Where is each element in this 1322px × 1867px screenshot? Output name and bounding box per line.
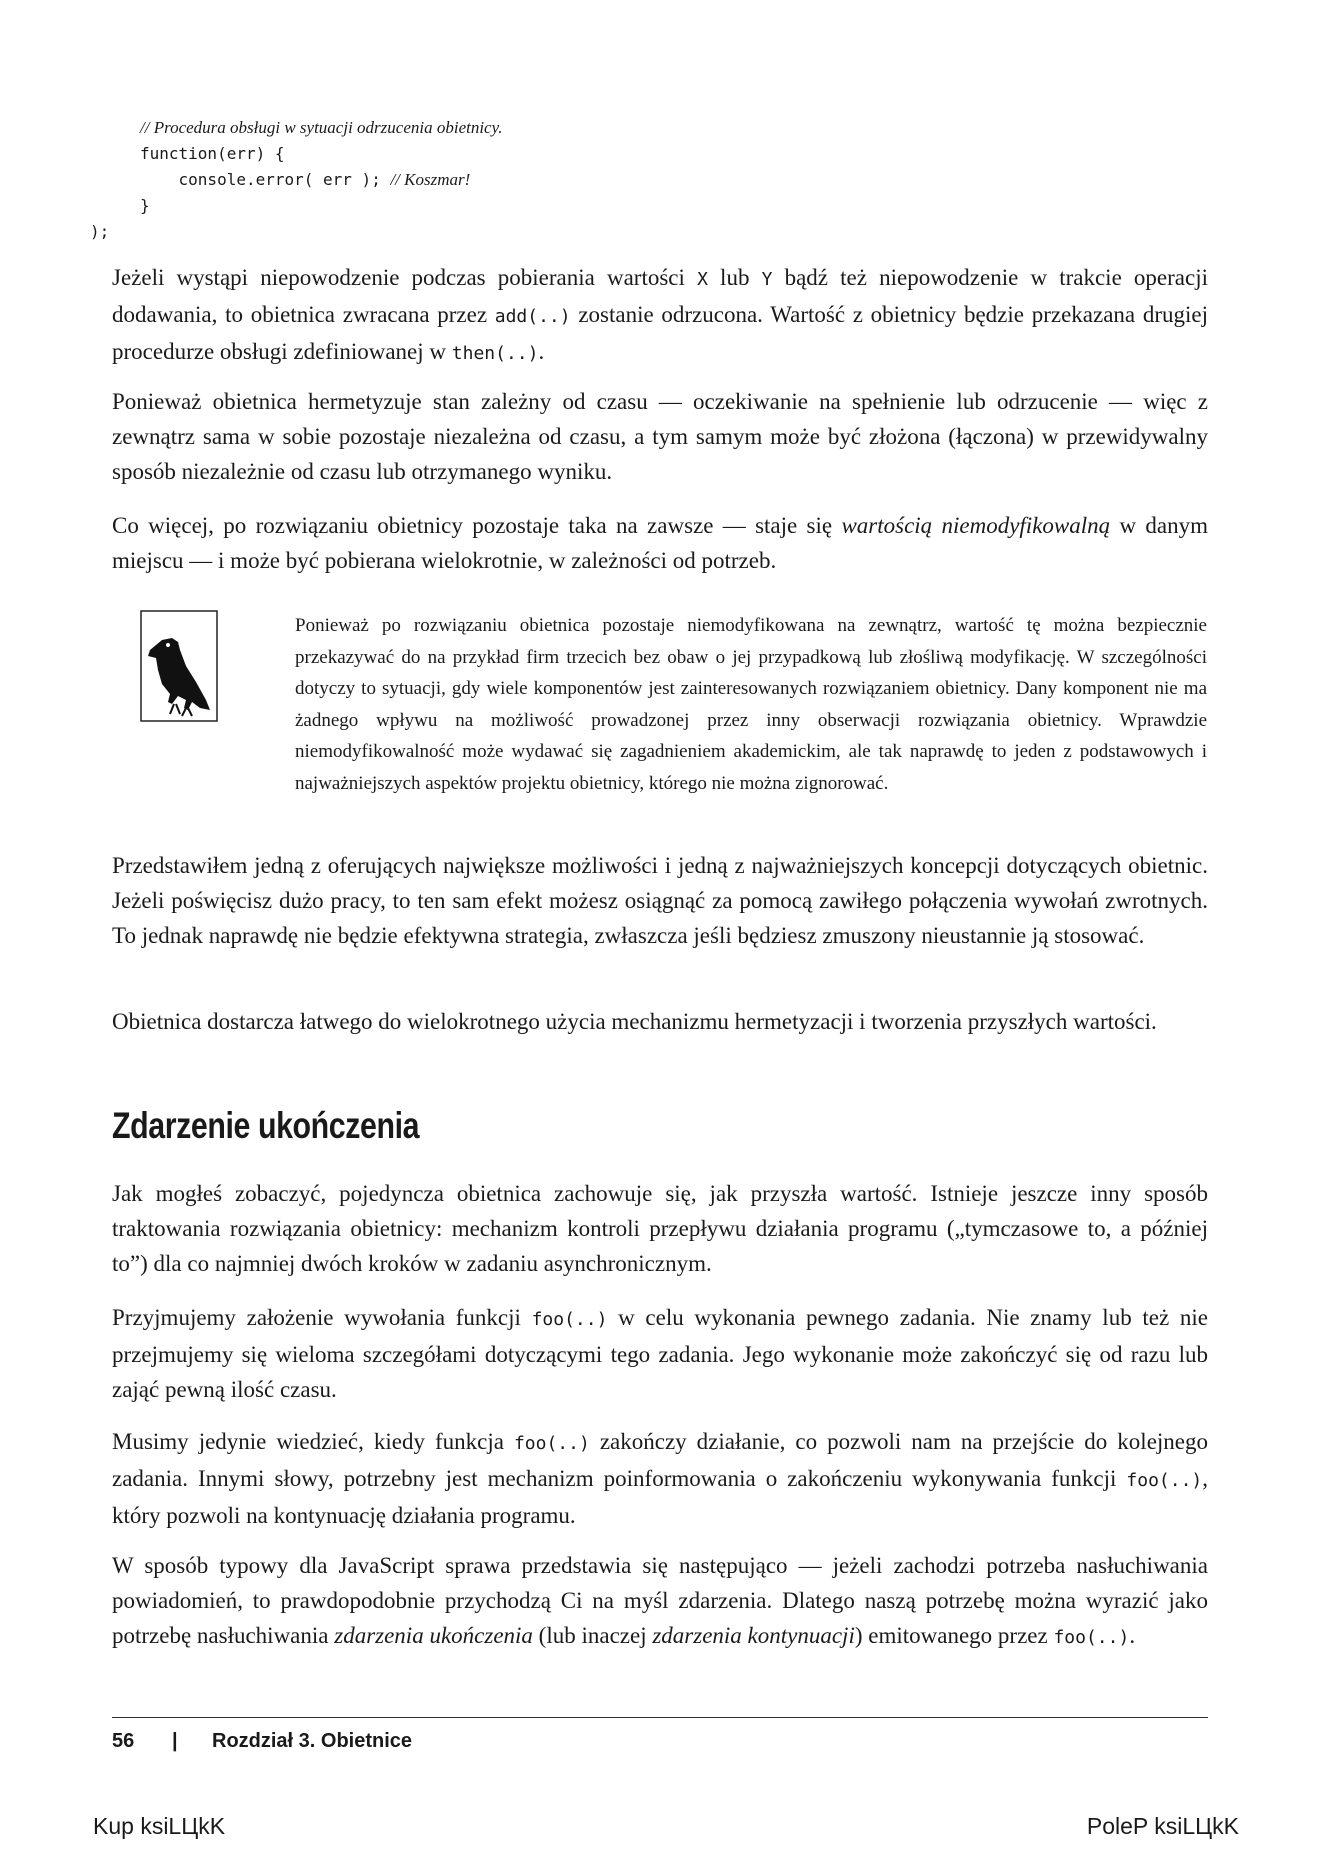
paragraph-8: Musimy jedynie wiedzieć, kiedy funkcja foo(..) zakończy działanie, co pozwoli nam na przejście do kolejnego zadania. Innymi słowy, potrzebny jest mechanizm poinformowania o zakończeniu wykonywania funkcji foo(..), który pozwoli na kontynuację działania programu. <box>112 1429 1208 1528</box>
page-footer <box>112 1730 412 1753</box>
paragraph-7: Przyjmujemy założenie wywołania funkcji foo(..) w celu wykonania pewnego zadania. Nie znamy lub też nie przejmujemy się wieloma szczegółami dotyczącymi tego zadania. Jego wykonanie może zakończyć się od razu lub zająć pewną ilość czasu. <box>112 1305 1208 1402</box>
footer-divider <box>112 1717 1208 1718</box>
paragraph-6: Jak mogłeś zobaczyć, pojedyncza obietnica zachowuje się, jak przyszła wartość. Istnieje jeszcze inny sposób traktowania rozwiązania obietnicy: mechanizm kontroli przepływu działania programu („tymczasowe to, a później to”) dla co najmniej dwóch kroków w zadaniu asynchronicznym. <box>112 1181 1208 1276</box>
paragraph-2: Ponieważ obietnica hermetyzuje stan zależny od czasu — oczekiwanie na spełnienie lub odrzucenie — więc z zewnątrz sama w sobie pozostaje niezależna od czasu, a tym samym może być złożona (łączona) w przewidywalny sposób niezależnie od czasu lub otrzymanego wyniku. <box>112 389 1208 484</box>
note-text: Ponieważ po rozwiązaniu obietnica pozostaje niemodyfikowana na zewnątrz, wartość tę można bezpiecznie przekazywać do na przykład firm trzecich bez obaw o jej przypadkową lub złośliwą modyfikację. W szczególności dotyczy to sytuacji, gdy wiele komponentów jest zainteresowanych rozwiązaniem obietnicy. Dany komponent nie ma żadnego wpływu na możliwość prowadzonej przez inny obserwacji rozwiązania obietnicy. Wprawdzie niemodyfikowalność może wydawać się zagadnieniem akademickim, ale tak naprawdę to jeden z podstawowych i najważniejszych aspektów projektu obietnicy, którego nie można zignorować. <box>295 615 1207 794</box>
rate-book-link[interactable]: PoleP ksiLЦkK <box>1086 1813 1239 1839</box>
footer-separator: | <box>172 1730 178 1752</box>
page-number: 56 <box>112 1730 135 1752</box>
code-line: ); <box>90 222 110 241</box>
paragraph-9: W sposób typowy dla JavaScript sprawa przedstawia się następująco — jeżeli zachodzi potrzeba nasłuchiwania powiadomień, to prawdopodobnie przychodzą Ci na myśl zdarzenia. Dlatego naszą potrzebę można wyrazić jako potrzebę nasłuchiwania zdarzenia ukończenia (lub inaczej zdarzenia kontynuacji) emitowanego przez foo(..). <box>112 1553 1208 1648</box>
buy-book-link[interactable]: Kup ksiLЦkK <box>93 1813 226 1839</box>
paragraph-3: Co więcej, po rozwiązaniu obietnicy pozostaje taka na zawsze — staje się wartością niemodyfikowalną w danym miejscu — i może być pobierana wielokrotnie, w zależności od potrzeb. <box>112 513 1208 573</box>
paragraph-1: Jeżeli wystąpi niepowodzenie podczas pobierania wartości X lub Y bądź też niepowodzenie w trakcie operacji dodawania, to obietnica zwracana przez add(..) zostanie odrzucona. Wartość z obietnicy będzie przekazana drugiej procedurze obsługi zdefiniowanej w then(..). <box>112 265 1208 364</box>
paragraph-5: Obietnica dostarcza łatwego do wielokrotnego użycia mechanizmu hermetyzacji i tworzenia przyszłych wartości. <box>112 1009 1157 1034</box>
code-block <box>90 115 503 245</box>
crow-icon <box>140 610 218 722</box>
chapter-title: Rozdział 3. Obietnice <box>212 1730 413 1752</box>
code-comment: // Procedura obsługi w sytuacji odrzucenia obietnicy. <box>140 118 503 137</box>
code-comment: // Koszmar! <box>390 170 471 189</box>
code-line: console.error( err ); <box>178 170 391 189</box>
code-line: function(err) { <box>140 144 285 163</box>
paragraph-4: Przedstawiłem jedną z oferujących największe możliwości i jedną z najważniejszych koncepcji dotyczących obietnic. Jeżeli poświęcisz dużo pracy, to ten sam efekt możesz osiągnąć za pomocą zawiłego połączenia wywołań zwrotnych. To jednak naprawdę nie będzie efektywna strategia, zwłaszcza jeśli będziesz zmuszony nieustannie ją stosować. <box>112 853 1208 948</box>
section-heading: Zdarzenie ukończenia <box>112 1105 420 1146</box>
code-line: } <box>140 196 150 215</box>
